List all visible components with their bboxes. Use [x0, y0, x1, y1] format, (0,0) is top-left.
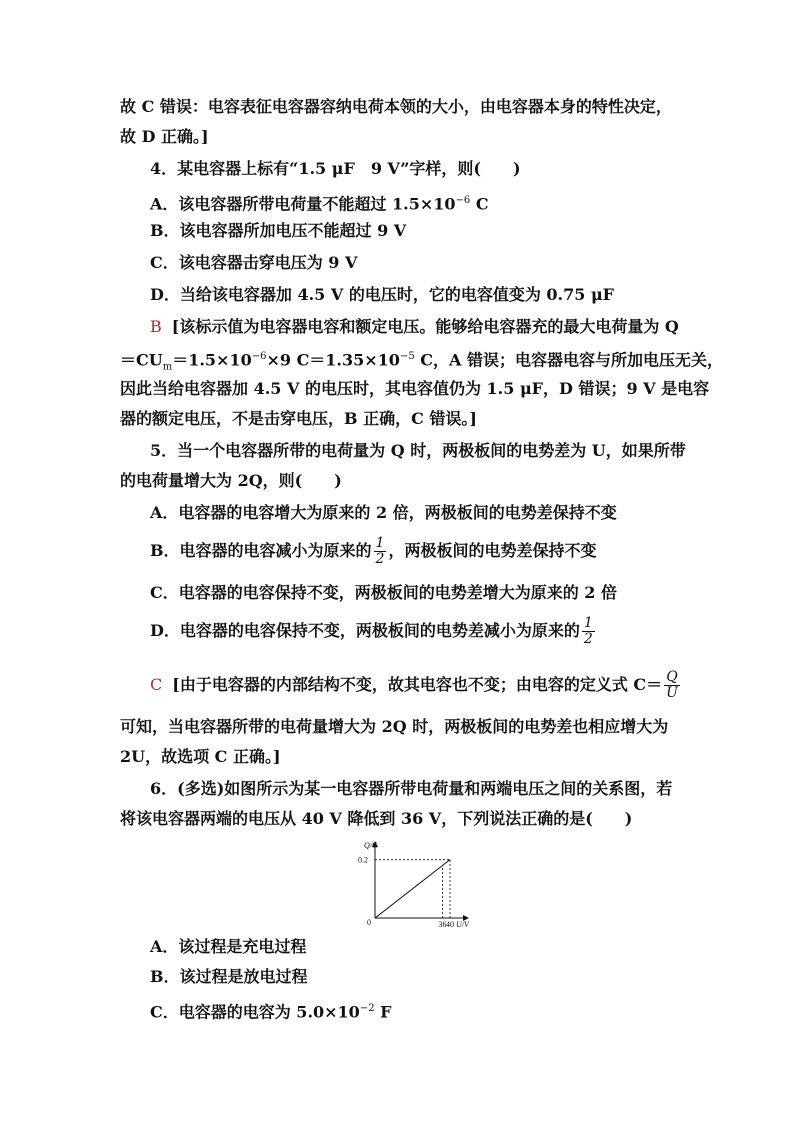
origin-label: 0 — [367, 918, 371, 927]
text-line: 2U，故选项 C 正确。] — [120, 747, 281, 766]
fraction: $\frac{Q}{U}$ — [666, 669, 678, 701]
text-line: 可知，当电容器所带的电荷量增大为 2Q 时，两极板间的电势差也相应增大为 — [120, 717, 669, 736]
text-line: 器的额定电压，不是击穿电压，B 正确，C 错误。] — [120, 409, 477, 428]
option-4d: D．当给该电容器加 4.5 V 的电压时，它的电容值变为 0.75 μF — [150, 285, 615, 304]
option-4a: A．该电容器所带电荷量不能超过 $1.5\times 10^{-6}$ C — [150, 194, 489, 214]
text-line: 故 D 正确。] — [120, 127, 209, 146]
question-5: 5．当一个电容器所带的电荷量为 Q 时，两极板间的电势差为 U，如果所带 — [150, 441, 686, 460]
text-line: 的电荷量增大为 2Q，则( ) — [120, 471, 342, 490]
option-5a: A．电容器的电容增大为原来的 2 倍，两极板间的电势差保持不变 — [150, 503, 617, 522]
x-tick-label: 36 — [438, 920, 447, 928]
text-line: 将该电容器两端的电压从 40 V 降低到 36 V，下列说法正确的是( ) — [120, 809, 633, 828]
text-line: 因此当给电容器加 4.5 V 的电压时，其电容值仍为 1.5 μF，D 错误；9 V 是电容 — [120, 379, 710, 398]
series-line — [375, 860, 450, 918]
option-5d: D．电容器的电容保持不变，两极板间的电势差减小为原来的 $\frac{1}{2}$ — [150, 615, 593, 647]
text-line: 故 C 错误：电容表征电容器容纳电荷本领的大小，由电容器本身的特性决定， — [120, 97, 672, 116]
text-line: $=CU_m=1.5\times 10^{-6}\times 9$ $C=1.35\times 10^{-5}$ C，A 错误；电容器电容与所加电压无关， — [120, 350, 723, 373]
option-6b: B．该过程是放电过程 — [150, 967, 308, 986]
option-4b: B．该电容器所加电压不能超过 9 V — [150, 221, 407, 240]
x-tick-label: 40 — [446, 920, 454, 928]
option-5c: C．电容器的电容保持不变，两极板间的电势差增大为原来的 2 倍 — [150, 583, 618, 602]
x-axis-label: U/V — [456, 920, 469, 928]
answer-5: C [由于电容器的内部结构不变，故其电容也不变；由电容的定义式 C＝ $\frac{Q}{U}$ — [150, 669, 678, 701]
option-5b: B．电容器的电容减小为原来的 $\frac{1}{2}$ ，两极板间的电势差保持不变 — [150, 535, 597, 567]
option-6a: A．该过程是充电过程 — [150, 937, 307, 956]
fraction: $\frac{1}{2}$ — [375, 535, 385, 567]
question-6: 6．(多选)如图所示为某一电容器所带电荷量和两端电压之间的关系图，若 — [150, 779, 673, 798]
option-6c: C．电容器的电容为 $5.0\times 10^{-2}$ F — [150, 1002, 392, 1022]
answer-4: B [该标示值为电容器电容和额定电压。能够给电容器充的最大电荷量为 Q — [150, 317, 679, 336]
answer-letter: C — [150, 675, 163, 694]
answer-letter: B — [150, 317, 162, 336]
q-u-graph — [340, 838, 480, 928]
y-tick-label: 0.2 — [358, 855, 368, 865]
fraction: $\frac{1}{2}$ — [583, 615, 593, 647]
option-4c: C．该电容器击穿电压为 9 V — [150, 253, 358, 272]
y-axis-label: Q/C — [364, 841, 378, 850]
question-4: 4．某电容器上标有“1.5 μF 9 V”字样，则( ) — [150, 159, 521, 178]
